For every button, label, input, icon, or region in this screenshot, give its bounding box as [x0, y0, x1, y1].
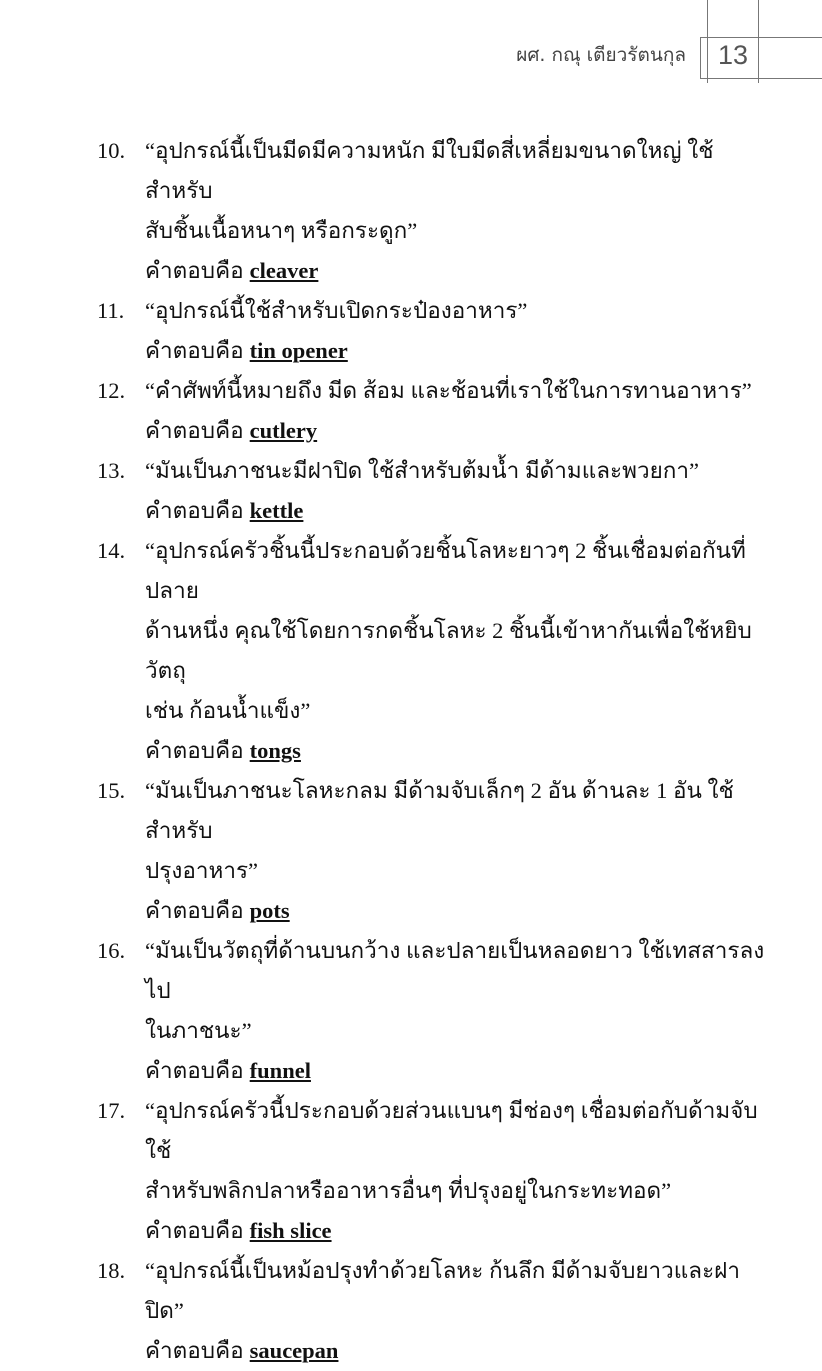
question-text-line: ปรุงอาหาร” — [145, 858, 259, 883]
question-body — [145, 371, 777, 451]
question-text-line: ในภาชนะ” — [145, 1018, 252, 1043]
question-text-line: “มันเป็นวัตถุที่ด้านบนกว้าง และปลายเป็นหลอดยาว ใช้เทสสารลงไป — [145, 938, 765, 1003]
answer-line — [145, 331, 777, 371]
question-item — [97, 451, 777, 531]
answer-label: คำตอบคือ — [145, 258, 244, 283]
question-text-line: “อุปกรณ์นี้ใช้สำหรับเปิดกระป๋องอาหาร” — [145, 298, 528, 323]
answer-value: kettle — [249, 498, 304, 523]
header-author: ผศ. กณุ เตียวรัตนกุล — [516, 44, 686, 66]
question-item — [97, 131, 777, 291]
answer-label: คำตอบคือ — [145, 1058, 244, 1083]
answer-value: pots — [249, 898, 290, 923]
question-item — [97, 771, 777, 931]
question-number: 10. — [97, 138, 126, 163]
question-body — [145, 771, 777, 931]
question-body — [145, 291, 777, 371]
question-body — [145, 931, 777, 1091]
question-text-line: “คำศัพท์นี้หมายถึง มีด ส้อม และช้อนที่เราใช้ในการทานอาหาร” — [145, 378, 752, 403]
question-item — [97, 371, 777, 451]
question-item — [97, 291, 777, 371]
question-number: 13. — [97, 458, 126, 483]
question-body — [145, 1251, 777, 1371]
question-number: 16. — [97, 938, 126, 963]
answer-value: funnel — [249, 1058, 311, 1083]
question-number: 18. — [97, 1258, 126, 1283]
page-number: 13 — [717, 40, 749, 70]
answer-line — [145, 491, 777, 531]
answer-label: คำตอบคือ — [145, 338, 244, 363]
answer-label: คำตอบคือ — [145, 1338, 244, 1363]
question-body — [145, 1091, 777, 1251]
question-text-line: “อุปกรณ์ครัวนี้ประกอบด้วยส่วนแบนๆ มีช่องๆ เชื่อมต่อกับด้ามจับใช้ — [145, 1098, 758, 1163]
question-number: 17. — [97, 1098, 126, 1123]
answer-label: คำตอบคือ — [145, 418, 244, 443]
answer-value: tongs — [249, 738, 301, 763]
question-item — [97, 931, 777, 1091]
answer-line — [145, 1331, 777, 1371]
answer-label: คำตอบคือ — [145, 498, 244, 523]
answer-value: cleaver — [249, 258, 319, 283]
answer-label: คำตอบคือ — [145, 738, 244, 763]
answer-line — [145, 1211, 777, 1251]
question-text-line: “อุปกรณ์นี้เป็นหม้อปรุงทำด้วยโลหะ ก้นลึก มีด้ามจับยาวและฝาปิด” — [145, 1258, 740, 1323]
answer-value: fish slice — [249, 1218, 332, 1243]
question-body — [145, 131, 777, 291]
question-number: 14. — [97, 538, 126, 563]
answer-label: คำตอบคือ — [145, 1218, 244, 1243]
question-body — [145, 451, 777, 531]
answer-line — [145, 251, 777, 291]
answer-line — [145, 731, 777, 771]
question-text-line: “อุปกรณ์นี้เป็นมีดมีความหนัก มีใบมีดสี่เหลี่ยมขนาดใหญ่ ใช้สำหรับ — [145, 138, 714, 203]
question-item — [97, 1091, 777, 1251]
question-number: 12. — [97, 378, 126, 403]
answer-value: cutlery — [249, 418, 318, 443]
answer-line — [145, 891, 777, 931]
answer-value: tin opener — [249, 338, 348, 363]
question-number: 15. — [97, 778, 126, 803]
question-text-line: “มันเป็นภาชนะโลหะกลม มีด้ามจับเล็กๆ 2 อัน ด้านละ 1 อัน ใช้สำหรับ — [145, 778, 734, 843]
question-text-line: “อุปกรณ์ครัวชิ้นนี้ประกอบด้วยชิ้นโลหะยาวๆ 2 ชิ้นเชื่อมต่อกันที่ปลาย — [145, 538, 746, 603]
question-text-line: เช่น ก้อนน้ำแข็ง” — [145, 698, 311, 723]
question-item — [97, 531, 777, 771]
question-text-line: สับชิ้นเนื้อหนาๆ หรือกระดูก” — [145, 218, 418, 243]
question-item — [97, 1251, 777, 1371]
question-body — [145, 531, 777, 771]
question-text-line: ด้านหนึ่ง คุณใช้โดยการกดชิ้นโลหะ 2 ชิ้นนี้เข้าหากันเพื่อใช้หยิบวัตถุ — [145, 618, 752, 683]
answer-label: คำตอบคือ — [145, 898, 244, 923]
question-text-line: สำหรับพลิกปลาหรืออาหารอื่นๆ ที่ปรุงอยู่ในกระทะทอด” — [145, 1178, 672, 1203]
question-text-line: “มันเป็นภาชนะมีฝาปิด ใช้สำหรับต้มน้ำ มีด้ามและพวยกา” — [145, 458, 700, 483]
question-list — [97, 131, 777, 1371]
answer-line — [145, 411, 777, 451]
answer-line — [145, 1051, 777, 1091]
answer-value: saucepan — [249, 1338, 339, 1363]
question-number: 11. — [97, 298, 125, 323]
